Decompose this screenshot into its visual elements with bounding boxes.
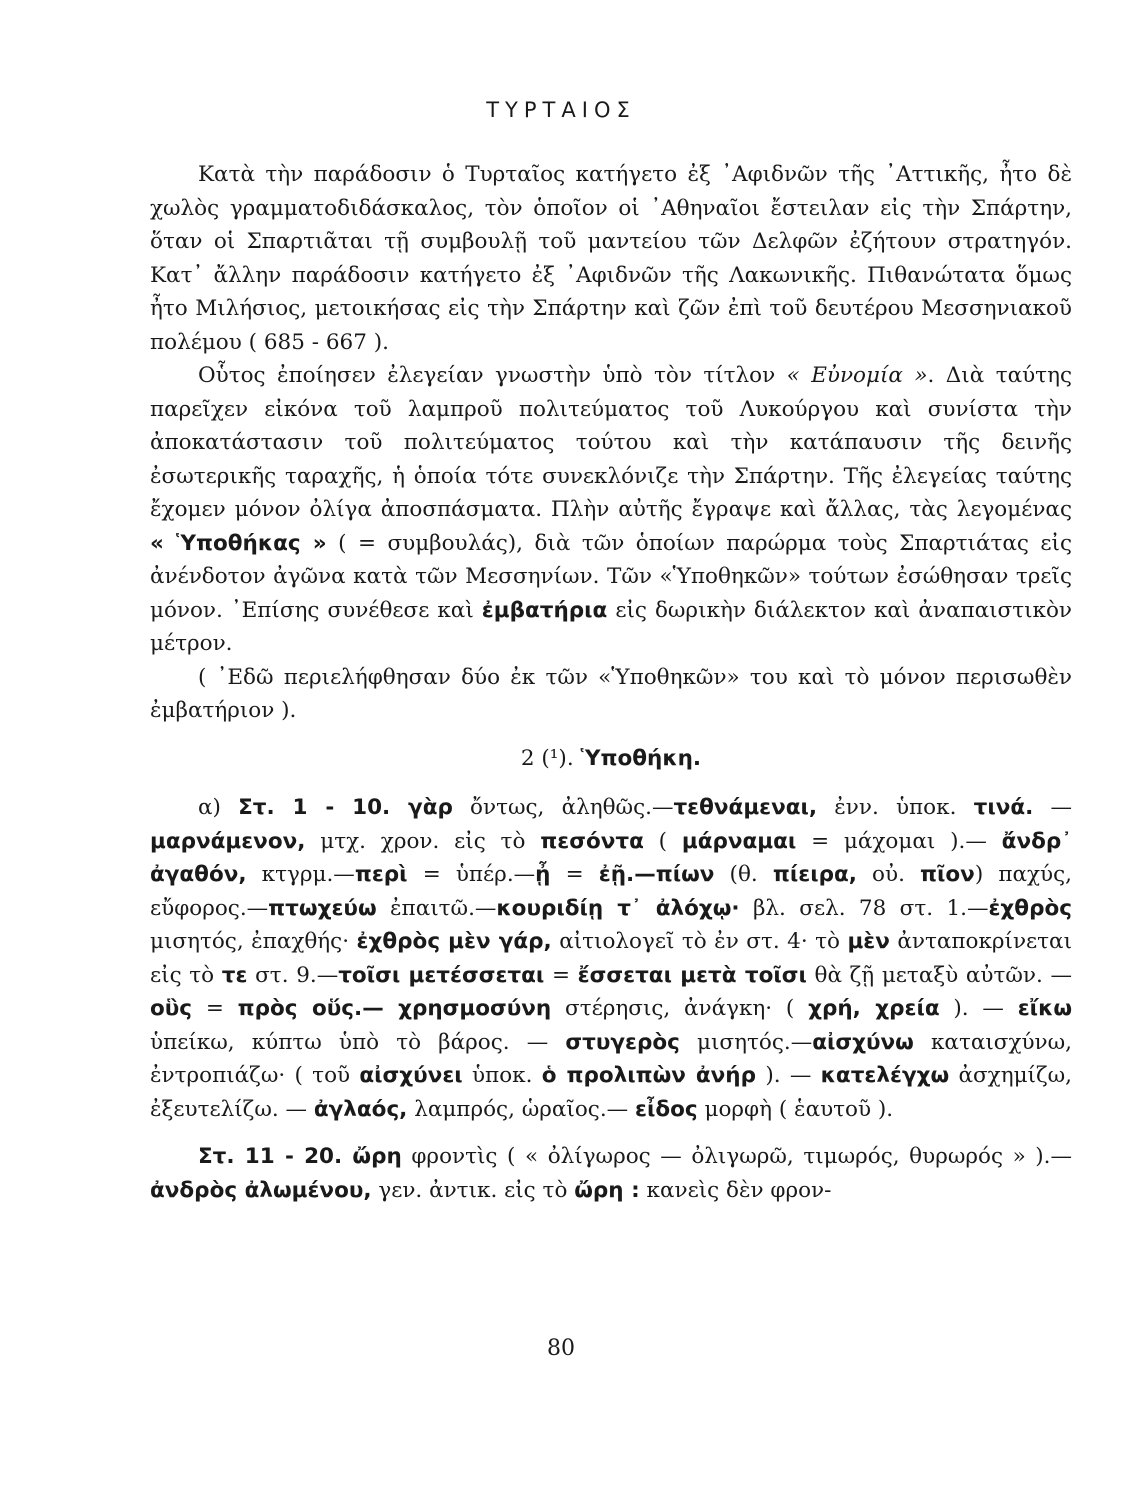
intro-p2-part-b: . Διὰ ταύτης παρεῖχεν εἰκόνα τοῦ λαμπροῦ πολιτεύματος τοῦ Λυκούργου καὶ συνίστα τὴν ἀποκατάστασιν τοῦ πολιτεύματος τούτου καὶ τὴν κατάπαυσιν τῆς δεινῆς ἐσωτερικῆς ταραχῆς, ἡ ὁποία τότε συνεκλόνιζε τὴν Σπάρτην. Τῆς ἐλεγείας ταύτης ἔχομεν μόνον ὀλίγα ἀποσπάσματα. Πλὴν αὐτῆς ἔγραψε καὶ ἄλλας, τὰς λεγομένας — [150, 363, 1072, 522]
intro-p2-part-d: εἰς δωρικὴν διάλεκτον καὶ ἀναπαιστικὸν μέτρον. — [150, 597, 1072, 656]
commentary-gloss: ). — — [756, 1063, 821, 1088]
commentary-gloss: μτχ. χρον. εἰς τὸ — [305, 828, 541, 854]
intro-paragraph-2 — [150, 359, 1072, 661]
commentary-lemma: χρή, χρεία — [808, 996, 940, 1021]
commentary-gloss: στ. 9.— — [247, 962, 339, 988]
commentary-gloss: = μάχομαι ).— — [796, 828, 1002, 854]
commentary-lemma: πρὸς οὕς.— χρησμοσύνη — [237, 996, 552, 1021]
commentary-lemma: περὶ — [354, 862, 408, 887]
commentary-lemma: ἐχθρὸς — [988, 895, 1072, 921]
commentary-gloss: στέρησις, ἀνάγκη· ( — [551, 996, 809, 1021]
commentary-gloss: — — [1033, 795, 1072, 820]
embateria-term: ἐμβατήρια — [481, 597, 608, 623]
commentary-gloss: φροντὶς ( « ὀλίγωρος — ὀλιγωρῶ, τιμωρός, θυρωρός » ).— — [401, 1144, 1073, 1169]
commentary-lemma: τε — [221, 962, 248, 988]
hypothekas-term: « Ὑποθήκας » — [150, 530, 327, 556]
commentary-gloss: = — [192, 996, 238, 1021]
commentary-gloss: βλ. σελ. 78 στ. 1.— — [739, 895, 989, 921]
commentary-lemma: τινά. — [973, 795, 1034, 820]
commentary-lemma: ἀνδρὸς ἀλωμένου, — [150, 1177, 372, 1203]
commentary-gloss: κτγρμ.— — [246, 862, 355, 887]
intro-p2-part-a: Οὗτος ἐποίησεν ἐλεγείαν γνωστὴν ὑπὸ τὸν τίτλον — [198, 363, 787, 388]
page-number: 80 — [547, 1336, 575, 1361]
commentary-lemma: τεθνάμεναι, — [673, 795, 818, 820]
commentary-lemma: μαρνάμενον, — [150, 828, 306, 854]
page-title: ΤΥΡΤΑΙΟΣ — [486, 98, 636, 122]
commentary-gloss: ὄντως, ἀληθῶς.— — [452, 795, 674, 820]
commentary-lemma: πίειρα, — [772, 862, 857, 887]
commentary-gloss: καταισχύνω, ἐντροπιάζω· ( τοῦ — [150, 1029, 1072, 1088]
section-heading — [150, 742, 1072, 776]
commentary-gloss: μορφὴ ( ἑαυτοῦ ). — [697, 1096, 894, 1122]
intro-paragraph-1: Κατὰ τὴν παράδοσιν ὁ Τυρταῖος κατήγετο ἐξ ᾽Αφιδνῶν τῆς ᾽Αττικῆς, ἦτο δὲ χωλὸς γραμματοδιδάσκαλος, τὸν ὁποῖον οἱ ᾽Αθηναῖοι ἔστειλαν εἰς τὴν Σπάρτην, ὅταν οἱ Σπαρτιᾶται τῇ συμβουλῇ τοῦ μαντείου τῶν Δελφῶν ἐζήτουν στρατηγόν. Κατ᾽ ἄλλην παράδοσιν κατήγετο ἐξ ᾽Αφιδνῶν τῆς Λακωνικῆς. Πιθανώτατα ὅμως ἦτο Μιλήσιος, μετοικήσας εἰς τὴν Σπάρτην καὶ ζῶν ἐπὶ τοῦ δευτέρου Μεσσηνιακοῦ πολέμου ( 685 - 667 ). — [150, 162, 1072, 355]
commentary-gloss: μισητός, ἐπαχθής· — [150, 929, 357, 954]
commentary-lemma: Στ. 1 - 10. γὰρ — [238, 795, 453, 820]
commentary-gloss: ἀσχημίζω, ἐξευτελίζω. — — [150, 1063, 1073, 1122]
commentary-lemma: εἴκω — [1017, 996, 1073, 1021]
commentary-lemma: ᾖ — [535, 862, 551, 887]
section-title: Ὑποθήκη. — [580, 745, 702, 771]
commentary-lemma: τοῖσι μετέσσεται — [338, 962, 545, 988]
commentary-gloss: ὑπείκω, κύπτω ὑπὸ τὸ βάρος. — — [150, 1029, 566, 1055]
commentary-lemma: αἰσχύνω — [812, 1029, 914, 1055]
commentary-lemma: ἀγλαός, — [313, 1096, 408, 1122]
commentary-gloss: = — [544, 962, 578, 988]
commentary-lemma: ὤρη : — [574, 1177, 640, 1203]
commentary-gloss: ἐνν. ὑποκ. — [817, 795, 974, 820]
commentary-gloss: = — [550, 862, 599, 887]
commentary-lemma: μὲν — [847, 929, 890, 954]
commentary-gloss: μισητός.— — [679, 1029, 813, 1055]
commentary-lemma: στυγερὸς — [565, 1029, 680, 1055]
commentary-gloss: ( — [643, 828, 682, 854]
intro-paragraph-3: ( ᾽Εδῶ περιελήφθησαν δύο ἐκ τῶν «Ὑποθηκῶν» του καὶ τὸ μόνον περισωθὲν ἐμβατήριον ). — [150, 664, 1072, 723]
commentary-lemma: κατελέγχω — [820, 1063, 950, 1088]
commentary-paragraph-b — [150, 1140, 1072, 1207]
commentary-lemma: ἄνδρ᾽ ἀγαθόν, — [150, 828, 1072, 887]
commentary-lemma: πτωχεύω — [268, 895, 377, 921]
commentary-gloss: αἰτιολογεῖ τὸ ἐν στ. 4· τὸ — [551, 929, 848, 954]
body-text — [150, 158, 1072, 1207]
section-number: 2 (¹). — [520, 745, 581, 771]
commentary-gloss: γεν. ἀντικ. εἰς τὸ — [371, 1177, 575, 1203]
commentary-lemma: ὁ προλιπὼν ἀνήρ — [541, 1063, 757, 1088]
commentary-lemma: πῖον — [920, 862, 975, 887]
commentary-gloss: λαμπρός, ὡραῖος.— — [407, 1096, 636, 1122]
commentary-gloss: α) — [198, 795, 239, 820]
commentary-lemma: αἰσχύνει — [359, 1063, 463, 1088]
commentary-gloss: ἐπαιτῶ.— — [376, 895, 497, 921]
commentary-lemma: ἔσσεται μετὰ τοῖσι — [577, 962, 807, 988]
commentary-lemma: οὓς — [150, 996, 193, 1021]
commentary-lemma: πεσόντα — [540, 828, 644, 854]
commentary-lemma: μάρναμαι — [681, 828, 797, 854]
commentary-gloss: ). — — [939, 996, 1018, 1021]
commentary-gloss: θὰ ζῇ μεταξὺ αὐτῶν. — — [806, 962, 1072, 988]
commentary-lemma: Στ. 11 - 20. ὤρη — [198, 1144, 402, 1169]
commentary-gloss: ) παχύς, εὔφορος.— — [150, 862, 1072, 921]
commentary-lemma: κουριδίῃ τ᾽ ἀλόχῳ· — [496, 895, 740, 921]
commentary-gloss: ὑποκ. — [462, 1063, 542, 1088]
commentary-lemma: ἐῇ.—πίων — [598, 862, 715, 887]
commentary-paragraph-a — [150, 791, 1072, 1126]
commentary-gloss: (θ. — [714, 862, 773, 887]
commentary-gloss: = ὑπέρ.— — [407, 862, 536, 887]
intro-p2-part-c: ( = συμβουλάς), διὰ τῶν ὁποίων παρώρμα τοὺς Σπαρτιάτας εἰς ἀνένδοτον ἀγῶνα κατὰ τῶν Μεσσηνίων. Τῶν «Ὑποθηκῶν» τούτων ἐσώθησαν τρεῖς μόνον. ᾽Επίσης συνέθεσε καὶ — [150, 530, 1072, 623]
commentary-gloss: ἀνταποκρίνεται εἰς τὸ — [150, 929, 1072, 988]
commentary-lemma: ἐχθρὸς μὲν γάρ, — [356, 929, 552, 954]
commentary-lemma: εἶδος — [635, 1096, 698, 1122]
eunomia-title: « Εὐνομία » — [786, 363, 928, 388]
commentary-gloss: κανεὶς δὲν φρον- — [639, 1177, 832, 1203]
commentary-gloss: οὐ. — [856, 862, 921, 887]
